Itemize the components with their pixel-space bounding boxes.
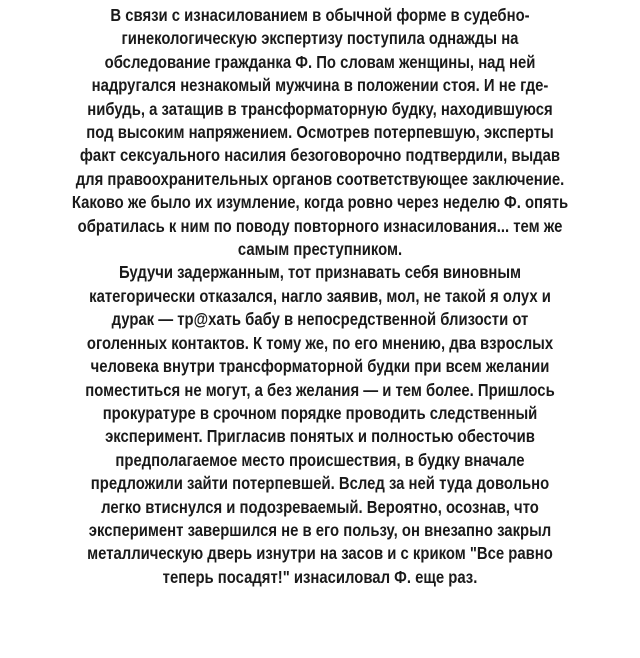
text-line: обследование гражданка Ф. По словам женщины, над ней xyxy=(104,51,536,72)
text-line: самым преступником. xyxy=(237,239,403,260)
text-line: категорически отказался, нагло заявив, мол, не такой я олух и xyxy=(89,285,551,306)
text-line: факт сексуального насилия безоговорочно подтвердили, выдав xyxy=(79,145,561,166)
text-line: теперь посадят!" изнасиловал Ф. еще раз. xyxy=(162,566,478,587)
text-line: легко втиснулся и подозреваемый. Вероятно, осознав, что xyxy=(101,496,539,517)
text-line: эксперимент. Пригласив понятых и полностью обесточив xyxy=(105,426,535,447)
text-line: В связи с изнасилованием в обычной форме в судебно- xyxy=(110,5,530,25)
text-line: для правоохранительных органов соответствующее заключение. xyxy=(75,168,565,189)
paragraph-2 xyxy=(45,261,595,589)
text-line: Каково же было их изумление, когда ровно через неделю Ф. опять xyxy=(71,192,569,213)
text-line: оголенных контактов. К тому же, по его мнению, два взрослых xyxy=(86,332,554,353)
paragraph-1 xyxy=(45,4,595,261)
text-line: гинекологическую экспертизу поступила однажды на xyxy=(121,28,519,49)
text-line: эксперимент завершился не в его пользу, он внезапно закрыл xyxy=(88,519,552,540)
text-line: металлическую дверь изнутри на засов и с криком "Все равно xyxy=(87,543,553,564)
text-line: дурак — тр@хать бабу в непосредственной близости от xyxy=(111,309,529,330)
text-line: надругался незнакомый мужчина в положении стоя. И не где- xyxy=(91,75,549,96)
text-line: человека внутри трансформаторной будки при всем желании xyxy=(90,356,550,377)
text-line: поместиться не могут, а без желания — и тем более. Пришлось xyxy=(85,379,555,400)
text-line: Будучи задержанным, тот признавать себя виновным xyxy=(118,262,522,283)
text-line: прокуратуре в срочном порядке проводить следственный xyxy=(102,402,538,423)
text-line: предполагаемое место происшествия, в будку вначале xyxy=(115,449,525,470)
text-line: обратилась к ним по поводу повторного изнасилования... тем же xyxy=(77,215,563,236)
story-text xyxy=(45,4,595,589)
text-line: предложили зайти потерпевшей. Вслед за ней туда довольно xyxy=(90,473,550,494)
text-line: под высоким напряжением. Осмотрев потерпевшую, эксперты xyxy=(86,122,554,143)
text-line: нибудь, а затащив в трансформаторную будку, находившуюся xyxy=(87,98,553,119)
